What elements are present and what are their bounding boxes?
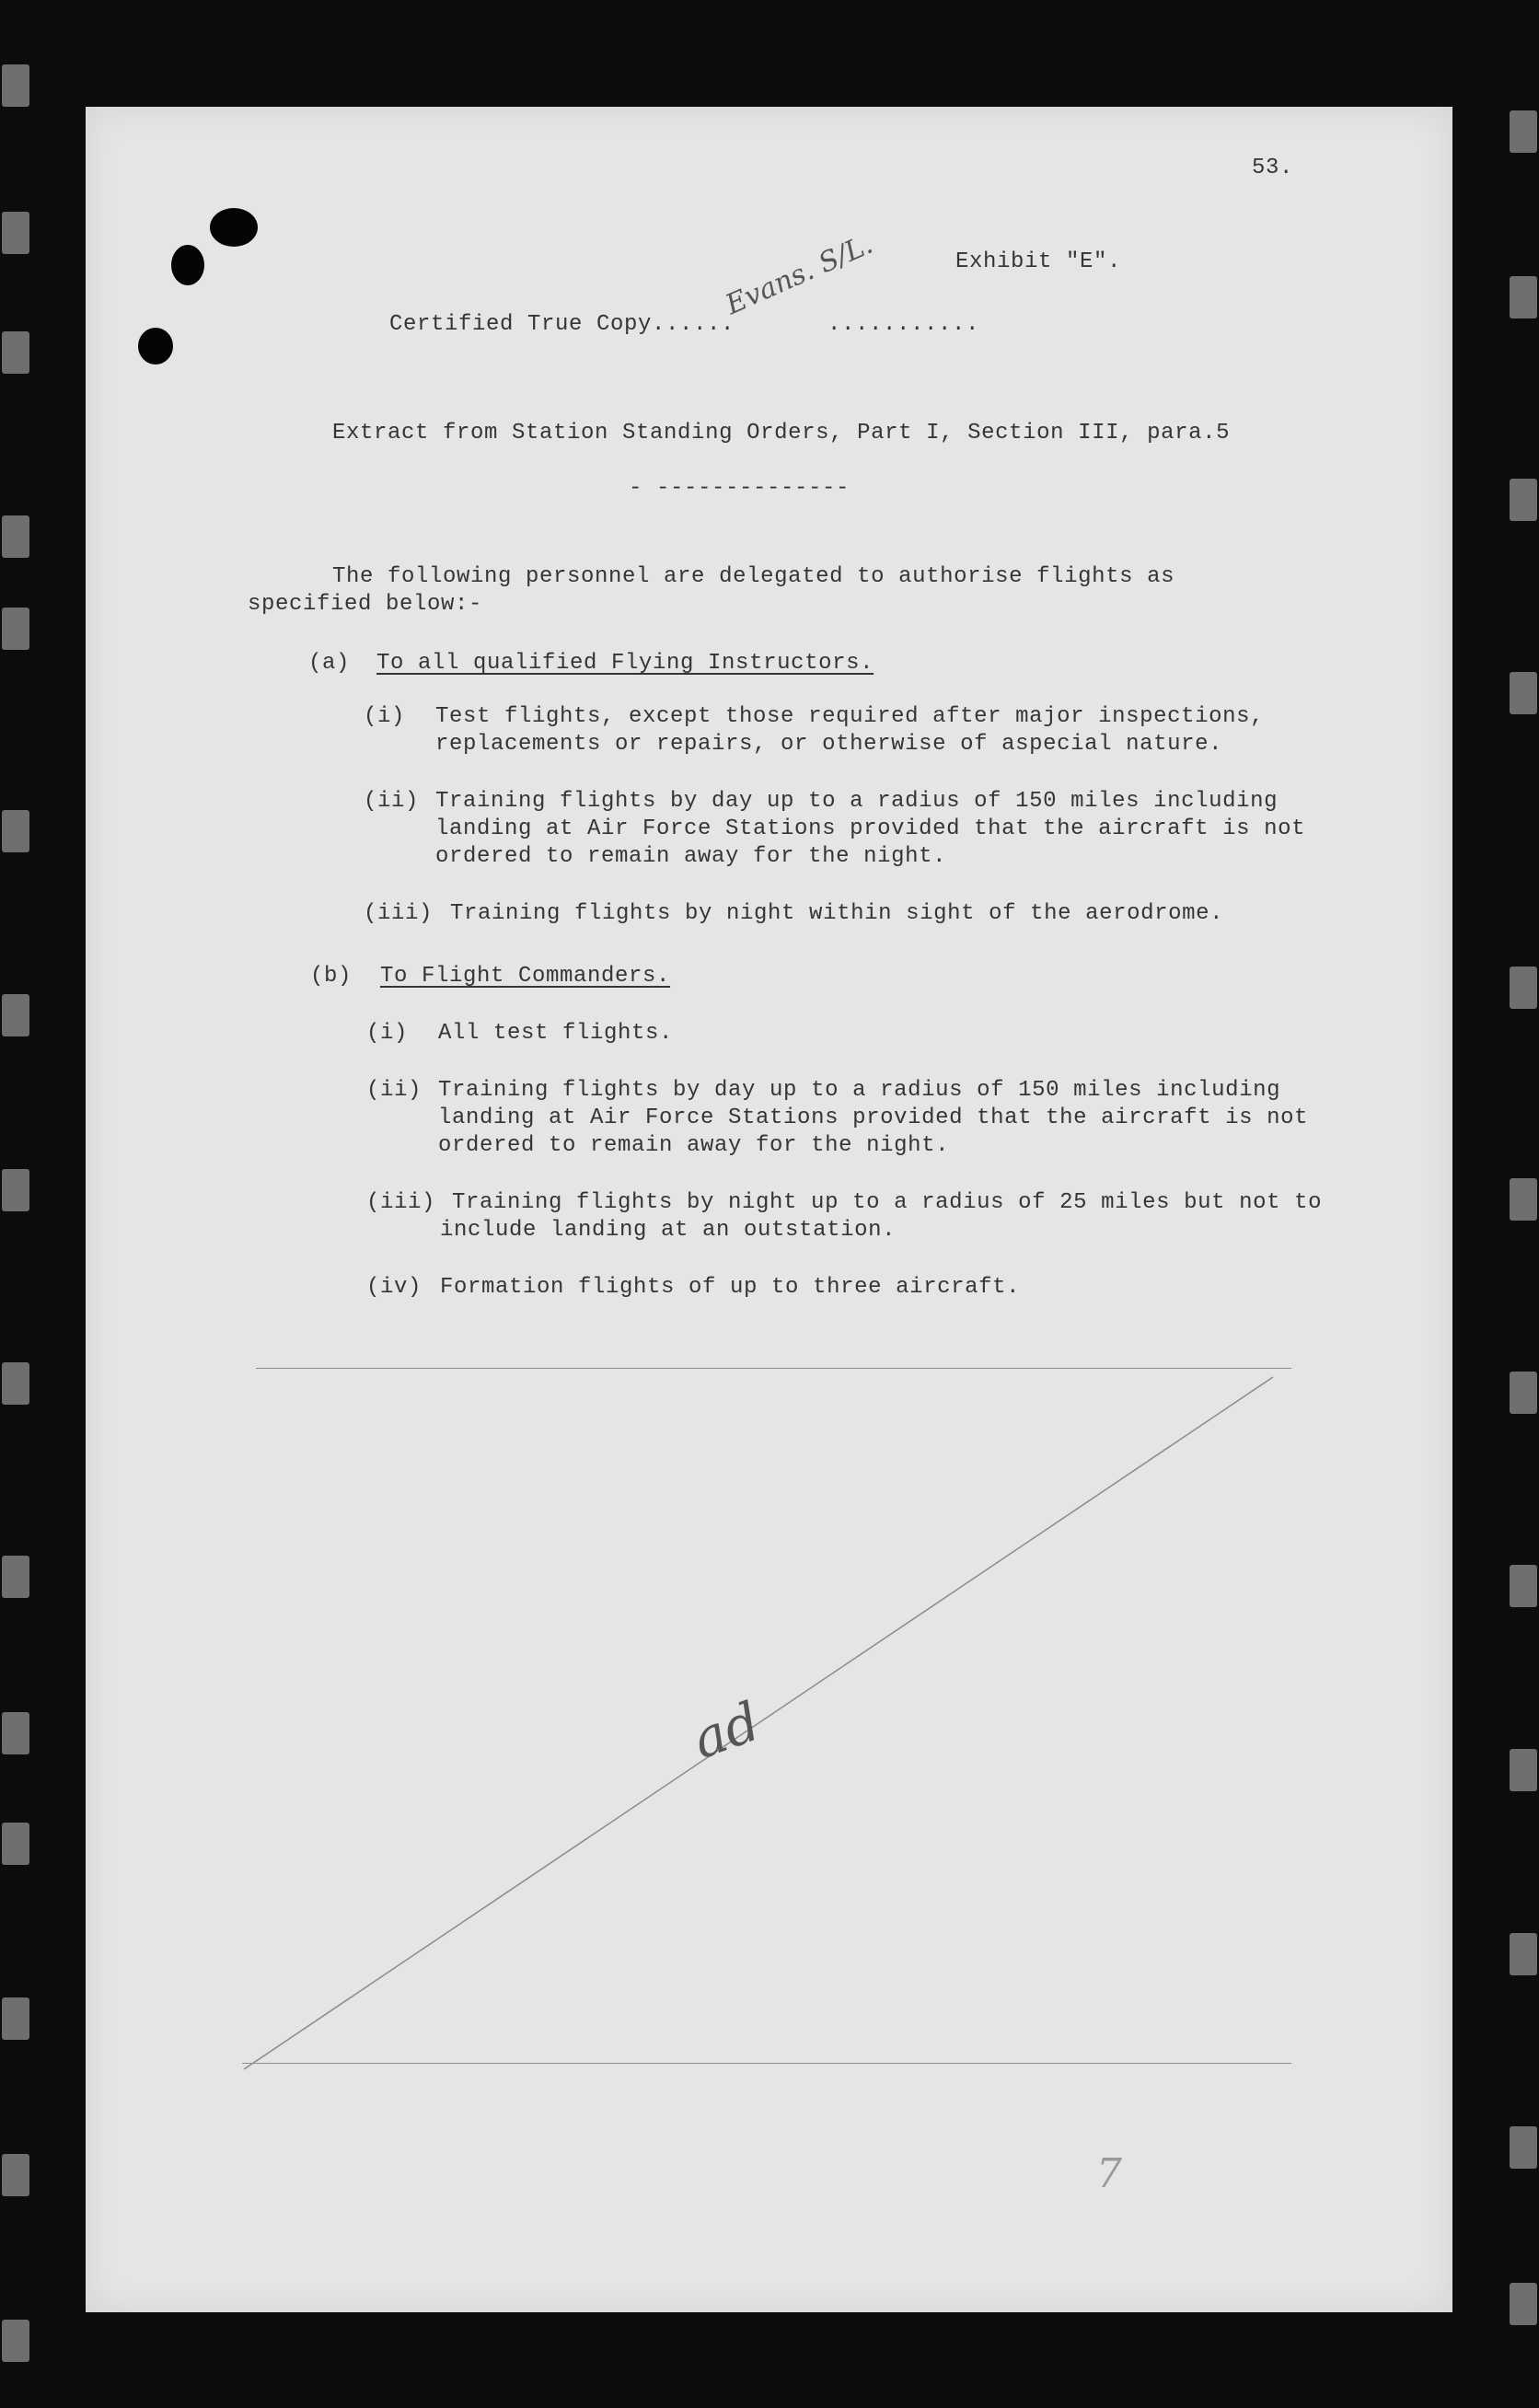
sprocket-hole	[1510, 1565, 1537, 1607]
section-a-item-line: Training flights by day up to a radius of 150 miles including	[435, 789, 1279, 814]
sprocket-hole	[2, 2320, 29, 2362]
section-a-item-line: ordered to remain away for the night.	[435, 844, 947, 869]
sprocket-hole	[2, 994, 29, 1036]
certified-copy-dots: ...........	[827, 312, 980, 337]
sprocket-hole	[1510, 2283, 1537, 2325]
exhibit-label: Exhibit "E".	[955, 249, 1122, 274]
section-b-item-line: include landing at an outstation.	[440, 1218, 897, 1243]
sprocket-hole	[1510, 1749, 1537, 1791]
sprocket-hole	[2, 331, 29, 374]
section-a-item-line: Training flights by night within sight of the aerodrome.	[450, 901, 1224, 926]
sprocket-hole	[1510, 276, 1537, 318]
sprocket-hole	[2, 64, 29, 107]
section-b-item-line: Training flights by day up to a radius of 150 miles including	[438, 1078, 1281, 1103]
sprocket-hole	[2, 608, 29, 650]
section-b-item-line: Formation flights of up to three aircraft.	[440, 1275, 1021, 1300]
section-b-item-marker: (i)	[366, 1021, 409, 1046]
sprocket-hole	[2, 212, 29, 254]
sprocket-hole	[2, 1169, 29, 1211]
film-sprocket-strip-left	[0, 0, 31, 2408]
section-b-item-line: Training flights by night up to a radius of 25 miles but not to	[452, 1190, 1323, 1215]
handwritten-initials: ad	[684, 1689, 769, 1772]
sprocket-hole	[1510, 672, 1537, 714]
section-b-item-line: ordered to remain away for the night.	[438, 1133, 950, 1158]
film-sprocket-strip-right	[1508, 0, 1539, 2408]
signature: Evans. S/L.	[721, 227, 878, 322]
section-b-item-line: All test flights.	[438, 1021, 674, 1046]
section-b-item-line: landing at Air Force Stations provided that the aircraft is not	[438, 1106, 1309, 1130]
section-a-item-marker: (ii)	[364, 789, 420, 814]
page-number: 53.	[1252, 156, 1294, 180]
certified-copy-label: Certified True Copy......	[389, 312, 735, 337]
title-divider: - --------------	[629, 476, 850, 501]
intro-line-2: specified below:-	[248, 592, 483, 617]
sprocket-hole	[1510, 1178, 1537, 1221]
section-a-marker: (a)	[308, 651, 351, 676]
section-b-heading: To Flight Commanders.	[380, 964, 671, 989]
bottom-pencil-mark: 7	[1096, 2150, 1122, 2197]
cancel-diagonal-line	[86, 107, 1452, 2312]
sprocket-hole	[2, 1362, 29, 1405]
sprocket-hole	[2, 810, 29, 852]
intro-line-1: The following personnel are delegated to authorise flights as	[332, 564, 1175, 589]
sprocket-hole	[1510, 479, 1537, 521]
section-a-item-line: Test flights, except those required after major inspections,	[435, 704, 1265, 729]
section-a-item-marker: (iii)	[364, 901, 434, 926]
section-b-item-marker: (iii)	[366, 1190, 436, 1215]
sprocket-hole	[2, 515, 29, 558]
section-a-item-marker: (i)	[364, 704, 406, 729]
sprocket-hole	[2, 2154, 29, 2196]
sprocket-hole	[1510, 110, 1537, 153]
sprocket-hole	[1510, 2126, 1537, 2169]
section-a-item-line: landing at Air Force Stations provided that the aircraft is not	[435, 816, 1306, 841]
sprocket-hole	[2, 1712, 29, 1754]
section-a-heading: To all qualified Flying Instructors.	[376, 651, 874, 676]
sprocket-hole	[2, 1997, 29, 2040]
sprocket-hole	[1510, 967, 1537, 1009]
section-b-item-marker: (iv)	[366, 1275, 422, 1300]
sprocket-hole	[1510, 1372, 1537, 1414]
document-title: Extract from Station Standing Orders, Part I, Section III, para.5	[332, 421, 1231, 446]
section-b-item-marker: (ii)	[366, 1078, 422, 1103]
section-b-marker: (b)	[310, 964, 353, 989]
sprocket-hole	[1510, 1933, 1537, 1975]
sprocket-hole	[2, 1823, 29, 1865]
section-a-item-line: replacements or repairs, or otherwise of aspecial nature.	[435, 732, 1223, 757]
sprocket-hole	[2, 1556, 29, 1598]
document-page	[86, 107, 1452, 2312]
